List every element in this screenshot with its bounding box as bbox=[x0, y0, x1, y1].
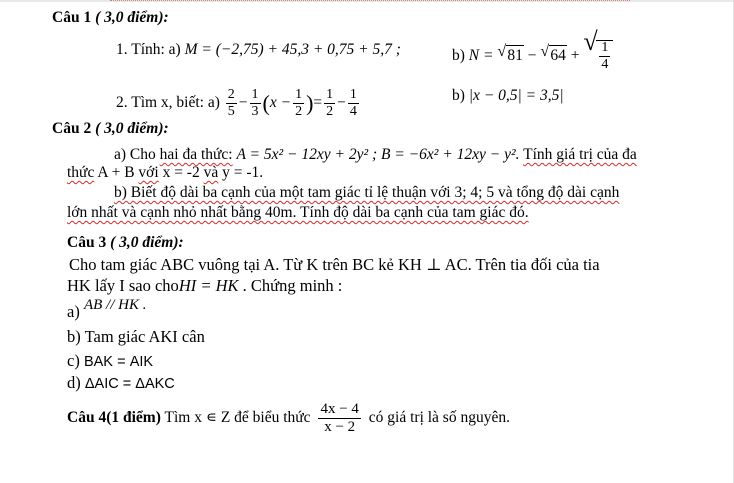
fraction-2-5: $\frac{2}{5}$ bbox=[227, 87, 235, 119]
q2-b-line2: lớn nhất và cạnh nhỏ nhất bằng 40m. Tính độ dài ba cạnh của tam giác đó. bbox=[67, 204, 529, 221]
q2-a2-w3: và bbox=[203, 164, 219, 181]
q1-part2-label: 2. Tìm x, biết: a) bbox=[116, 94, 220, 112]
q4-title: Câu 4 bbox=[67, 409, 107, 427]
q1-part2-b-label: b) bbox=[452, 87, 465, 104]
q3-heading bbox=[67, 233, 184, 253]
q1-part1-b bbox=[452, 27, 613, 72]
q2-a-line2 bbox=[67, 163, 263, 183]
frac-den: 4 bbox=[601, 57, 609, 72]
q2-a-start: a) Cho bbox=[114, 146, 156, 163]
q2-a-expr: A = 5x² − 12xy + 2y² ; B = −6x² + 12xy − y². bbox=[236, 146, 520, 163]
q1-points: ( 3,0 điểm): bbox=[95, 9, 169, 26]
q2-a2-end: y = -1. bbox=[222, 164, 264, 181]
q2-a2-w2: với bbox=[138, 164, 159, 181]
frac-num: 1 bbox=[601, 40, 609, 55]
q1-title: Câu 1 bbox=[52, 9, 92, 26]
q3-title: Câu 3 bbox=[67, 234, 107, 251]
q3-c-label: c) bbox=[67, 351, 80, 370]
q3-d bbox=[67, 373, 175, 394]
fraction-1-2-b: $\frac{1}{2}$ bbox=[326, 87, 334, 119]
q1-part1-expr-a: M = (−2,75) + 45,3 + 0,75 + 5,7 ; bbox=[184, 41, 401, 58]
q1-part2-expr-b: |x − 0,5| = 3,5| bbox=[468, 87, 564, 104]
q3-points: ( 3,0 điểm): bbox=[110, 234, 184, 251]
plus-sign: + bbox=[570, 47, 584, 65]
minus-sign: − bbox=[238, 94, 248, 112]
x-minus: x − bbox=[269, 94, 292, 112]
q1-part1 bbox=[116, 40, 401, 60]
q3-line2 bbox=[67, 276, 342, 296]
cut-off-line bbox=[110, 0, 630, 3]
q2-a-end: Tính giá trị của đa bbox=[523, 146, 637, 163]
q2-a-line1 bbox=[114, 145, 637, 165]
q4-text-pre: Tìm x ∊ Z để biểu thức bbox=[164, 409, 311, 427]
q3-d-expr: ΔAIC = ΔAKC bbox=[84, 376, 175, 392]
fraction-1-3: $\frac{1}{3}$ bbox=[251, 87, 259, 119]
q2-a2-w1: thức bbox=[67, 164, 95, 181]
fraction-1-4: $\frac{1}{4}$ bbox=[349, 87, 357, 119]
q3-line2-expr: HI = HK bbox=[178, 276, 239, 295]
q4-text-post: có giá trị là số nguyên. bbox=[368, 409, 510, 427]
q2-heading bbox=[52, 119, 169, 139]
q1-part1-label: 1. Tính: a) bbox=[116, 41, 181, 58]
q1-heading bbox=[52, 8, 169, 28]
q3-d-label: d) bbox=[67, 373, 81, 392]
q3-c-angle2: AIK bbox=[129, 354, 154, 370]
q2-title: Câu 2 bbox=[52, 120, 92, 137]
q3-a-expr: AB // HK . bbox=[83, 297, 147, 313]
q4-fraction: $\frac{4x - 4}{x - 2}$ bbox=[320, 401, 359, 435]
q3-line1: Cho tam giác ABC vuông tại A. Từ K trên BC kẻ KH ⊥ AC. Trên tia đối của tia bbox=[69, 255, 600, 274]
q3-line2-pre: HK lấy I sao cho bbox=[67, 276, 179, 295]
q2-a-wavy: hai đa thức: bbox=[159, 146, 233, 163]
minus-sign-2: − bbox=[337, 94, 346, 112]
q1-part1-expr-b-pre: N = bbox=[468, 47, 498, 65]
q3-a-label: a) bbox=[67, 302, 80, 321]
q1-part1-b-label: b) bbox=[452, 47, 465, 65]
q2-a2-mid: A + B bbox=[97, 164, 135, 181]
q3-b: b) Tam giác AKI cân bbox=[67, 327, 205, 346]
q3-c-angle1: BAK bbox=[83, 354, 113, 370]
minus-sign: − bbox=[527, 47, 541, 65]
q2-points: ( 3,0 điểm): bbox=[95, 120, 169, 137]
q1-part2-b bbox=[452, 86, 564, 106]
q3-line2-post: . Chứng minh : bbox=[242, 276, 343, 295]
q4-points: (1 điểm) bbox=[106, 409, 161, 427]
q2-a2-mid2: x = -2 bbox=[162, 164, 200, 181]
q3-a bbox=[67, 297, 147, 323]
sqrt-64: √ 64 bbox=[540, 43, 566, 65]
fraction-1-2: $\frac{1}{2}$ bbox=[295, 87, 303, 119]
q4-line bbox=[67, 402, 510, 435]
q3-c-eq: = bbox=[117, 354, 126, 370]
q3-c bbox=[67, 351, 153, 372]
q2-b-line1: b) Biết độ dài ba cạnh của một tam giác tỉ lệ thuận với 3; 4; 5 và tổng độ dài cạnh bbox=[114, 184, 620, 201]
sqrt-81: √ 81 bbox=[497, 43, 523, 65]
q1-part2: 2. Tìm x, biết: a) $\frac{2}{5}$ − $\frac{1}{3}$ (x − $\frac{1}{2}$ )= $\frac{1}{2}$ − $\frac{1}{4}$ bbox=[116, 87, 357, 119]
equals-sign: = bbox=[313, 94, 323, 112]
sqrt-fraction: √ $\frac{1}{4}$ bbox=[583, 40, 613, 72]
